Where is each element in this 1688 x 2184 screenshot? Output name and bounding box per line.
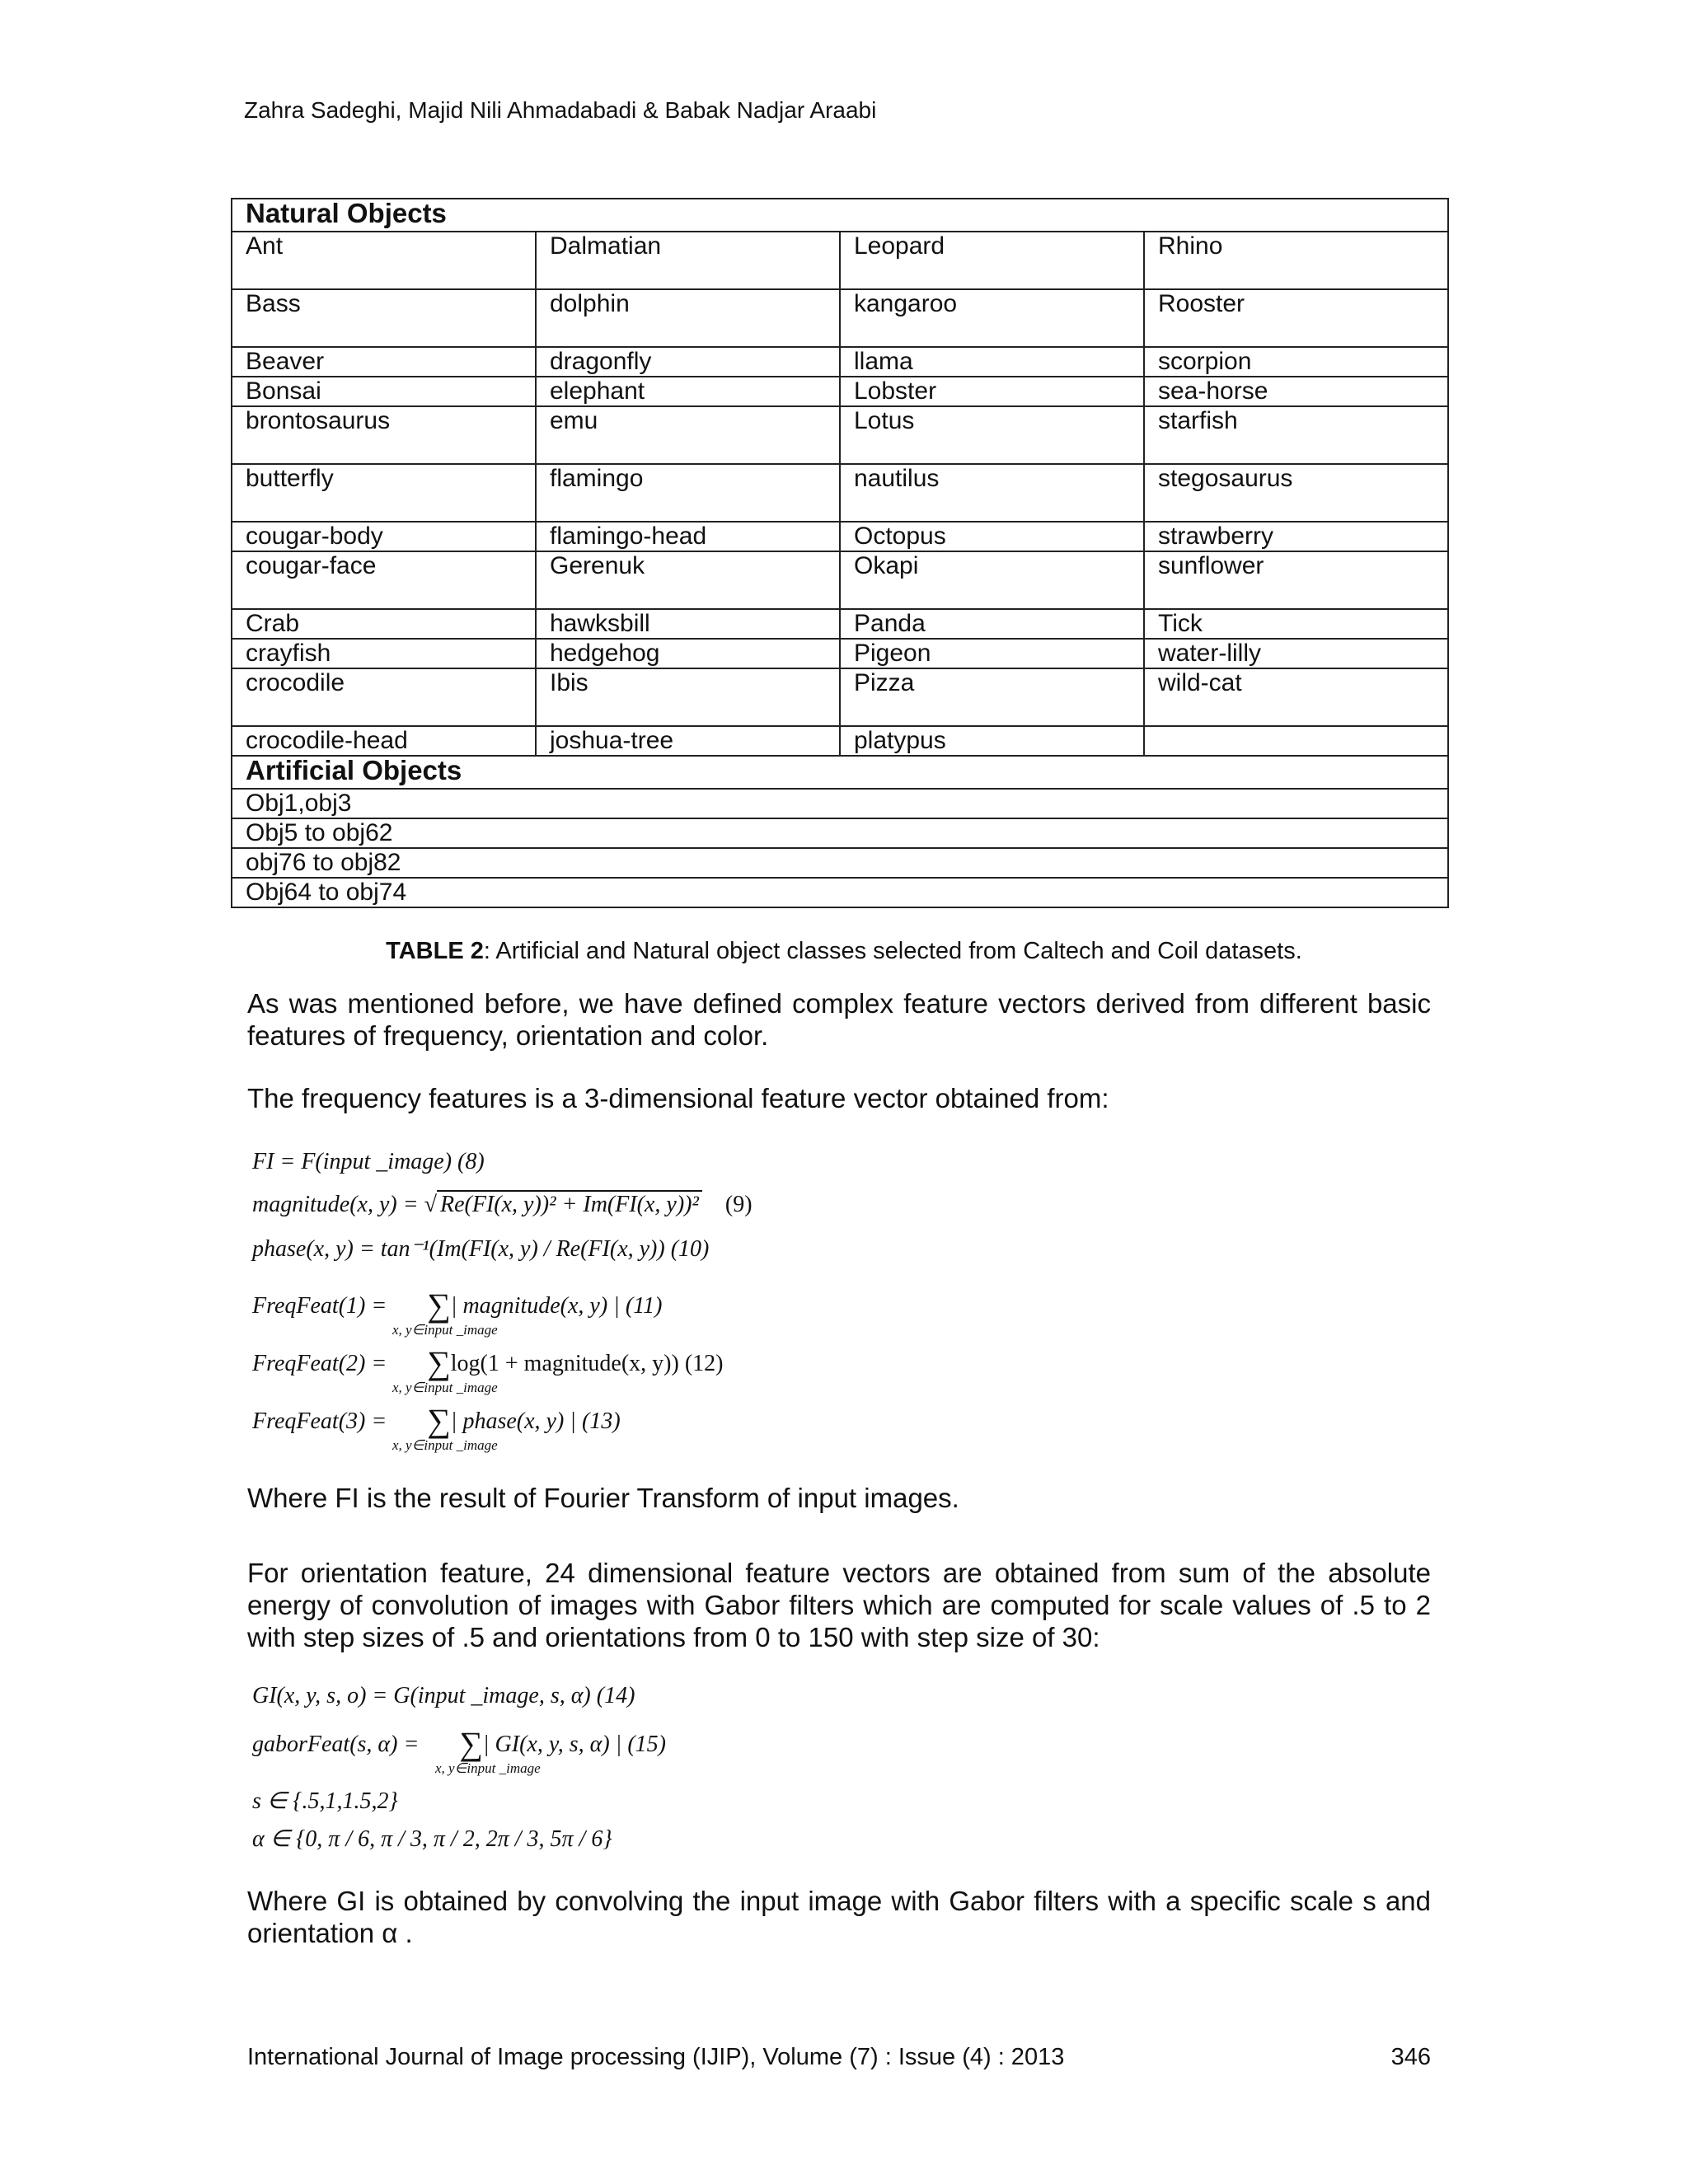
table-cell: cougar-face [232, 551, 536, 609]
equation-13-rhs: | phase(x, y) | (13) [450, 1408, 621, 1434]
journal-citation: International Journal of Image processing (IJIP), Volume (7) : Issue (4) : 2013 [247, 2044, 1065, 2070]
table-cell: Obj5 to obj62 [232, 818, 1448, 848]
equation-13-sum-range: x, y∈input _image [392, 1437, 498, 1453]
table-cell: hedgehog [536, 639, 840, 668]
table-row [232, 878, 1448, 907]
table-cell [1144, 726, 1448, 756]
table-cell: Bass [232, 289, 536, 347]
caption-text: : Artificial and Natural object classes selected from Caltech and Coil datasets. [483, 938, 1302, 964]
table-cell: Obj64 to obj74 [232, 878, 1448, 907]
table-cell: Leopard [840, 232, 1144, 289]
equation-14: GI(x, y, s, o) = G(input _image, s, α) (14) [252, 1683, 635, 1708]
table-cell: cougar-body [232, 522, 536, 551]
paragraph-gabor: Where GI is obtained by convolving the input image with Gabor filters with a specific scale s and orientation α . [247, 1886, 1431, 1948]
table-row [232, 789, 1448, 818]
summation-symbol: ∑ [427, 1344, 451, 1381]
table-cell: nautilus [840, 464, 1144, 522]
table-row [232, 756, 1448, 789]
table-row [232, 639, 1448, 668]
table-cell: Pizza [840, 668, 1144, 726]
table-cell: flamingo [536, 464, 840, 522]
equation-9-number: (9) [724, 1192, 753, 1217]
table-cell: Dalmatian [536, 232, 840, 289]
table-cell: Lotus [840, 406, 1144, 464]
equation-15-rhs: | GI(x, y, s, α) | (15) [482, 1732, 666, 1757]
page-footer [247, 2044, 1431, 2071]
table-cell: Natural Objects [232, 199, 1448, 232]
table-cell: brontosaurus [232, 406, 536, 464]
table-cell: llama [840, 347, 1144, 377]
table-row [232, 848, 1448, 878]
equation-11 [252, 1286, 662, 1324]
equation-13-lhs: FreqFeat(3) = [252, 1408, 393, 1434]
caption-label: TABLE 2 [386, 938, 484, 964]
equation-11-lhs: FreqFeat(1) = [252, 1293, 393, 1319]
table-cell: Bonsai [232, 377, 536, 406]
equation-10: phase(x, y) = tan⁻¹(Im(FI(x, y) / Re(FI(x, y)) (10) [252, 1236, 710, 1262]
table-row [232, 347, 1448, 377]
table-cell: obj76 to obj82 [232, 848, 1448, 878]
table-cell: dragonfly [536, 347, 840, 377]
table-cell: sunflower [1144, 551, 1448, 609]
table-cell: Beaver [232, 347, 536, 377]
set-alpha: α ∈ {0, π / 6, π / 3, π / 2, 2π / 3, 5π / 6} [252, 1826, 612, 1852]
table-cell: Panda [840, 609, 1144, 639]
table-row [232, 289, 1448, 347]
table-cell: crocodile-head [232, 726, 536, 756]
table-cell: Gerenuk [536, 551, 840, 609]
summation-symbol: ∑ [459, 1725, 483, 1762]
table-cell: Ibis [536, 668, 840, 726]
table-cell: hawksbill [536, 609, 840, 639]
table-cell: stegosaurus [1144, 464, 1448, 522]
table-cell: crayfish [232, 639, 536, 668]
table-cell: Obj1,obj3 [232, 789, 1448, 818]
table-caption [0, 938, 1688, 965]
table-row [232, 818, 1448, 848]
table-row [232, 522, 1448, 551]
table-cell: dolphin [536, 289, 840, 347]
equation-11-sum-range: x, y∈input _image [392, 1322, 498, 1338]
table-cell: Tick [1144, 609, 1448, 639]
table-cell: butterfly [232, 464, 536, 522]
table-cell: Okapi [840, 551, 1144, 609]
equation-13 [252, 1401, 621, 1440]
summation-symbol: ∑ [427, 1402, 451, 1439]
object-classes-table [231, 198, 1449, 908]
table-cell: water-lilly [1144, 639, 1448, 668]
equation-12-rhs: log(1 + magnitude(x, y)) (12) [450, 1351, 724, 1376]
table-cell: crocodile [232, 668, 536, 726]
table-cell: elephant [536, 377, 840, 406]
table-cell: Ant [232, 232, 536, 289]
table-cell: Octopus [840, 522, 1144, 551]
equation-12-lhs: FreqFeat(2) = [252, 1351, 393, 1376]
paragraph-fourier: Where FI is the result of Fourier Transform of input images. [247, 1483, 959, 1513]
equation-15-lhs: gaborFeat(s, α) = [252, 1732, 425, 1757]
equation-9-radicand: Re(FI(x, y))² + Im(FI(x, y))² [437, 1190, 702, 1217]
sqrt-sign: √ [424, 1192, 437, 1217]
table-row [232, 551, 1448, 609]
table-cell: starfish [1144, 406, 1448, 464]
equation-12 [252, 1343, 723, 1382]
table-cell: flamingo-head [536, 522, 840, 551]
page-number: 346 [1390, 2044, 1431, 2070]
table-cell: sea-horse [1144, 377, 1448, 406]
running-header: Zahra Sadeghi, Majid Nili Ahmadabadi & Babak Nadjar Araabi [244, 97, 877, 123]
table-cell: wild-cat [1144, 668, 1448, 726]
table-cell: platypus [840, 726, 1144, 756]
table-cell: Rooster [1144, 289, 1448, 347]
table-cell: strawberry [1144, 522, 1448, 551]
table-row [232, 609, 1448, 639]
summation-symbol: ∑ [427, 1286, 451, 1324]
equation-9-lhs: magnitude(x, y) = [252, 1192, 424, 1217]
table-row [232, 668, 1448, 726]
equation-15-sum-range: x, y∈input _image [435, 1760, 541, 1776]
table-cell: kangaroo [840, 289, 1144, 347]
equation-15 [252, 1724, 666, 1763]
equation-12-sum-range: x, y∈input _image [392, 1380, 498, 1395]
table-cell: Rhino [1144, 232, 1448, 289]
paragraph-intro: As was mentioned before, we have defined complex feature vectors derived from different basic features of frequency, orientation and color. [247, 988, 1431, 1051]
table-cell: emu [536, 406, 840, 464]
table-cell: Lobster [840, 377, 1144, 406]
table-row [232, 232, 1448, 289]
table-row [232, 406, 1448, 464]
paragraph-frequency: The frequency features is a 3-dimensional feature vector obtained from: [247, 1083, 1109, 1113]
table-cell: Pigeon [840, 639, 1144, 668]
set-s: s ∈ {.5,1,1.5,2} [252, 1788, 398, 1814]
table-row [232, 726, 1448, 756]
table-cell: Artificial Objects [232, 756, 1448, 789]
equation-8: FI = F(input _image) (8) [252, 1149, 485, 1174]
paragraph-orientation: For orientation feature, 24 dimensional feature vectors are obtained from sum of the absolute energy of convolution of images with Gabor filters which are computed for scale values of .5 to 2 with step sizes of .5 and orientations from 0 to 150 with step size of 30: [247, 1558, 1431, 1652]
table-row [232, 199, 1448, 232]
table-row [232, 377, 1448, 406]
table-cell: joshua-tree [536, 726, 840, 756]
table-row [232, 464, 1448, 522]
equation-9 [252, 1192, 753, 1218]
table-cell: Crab [232, 609, 536, 639]
table-cell: scorpion [1144, 347, 1448, 377]
equation-11-rhs: | magnitude(x, y) | (11) [450, 1293, 663, 1319]
